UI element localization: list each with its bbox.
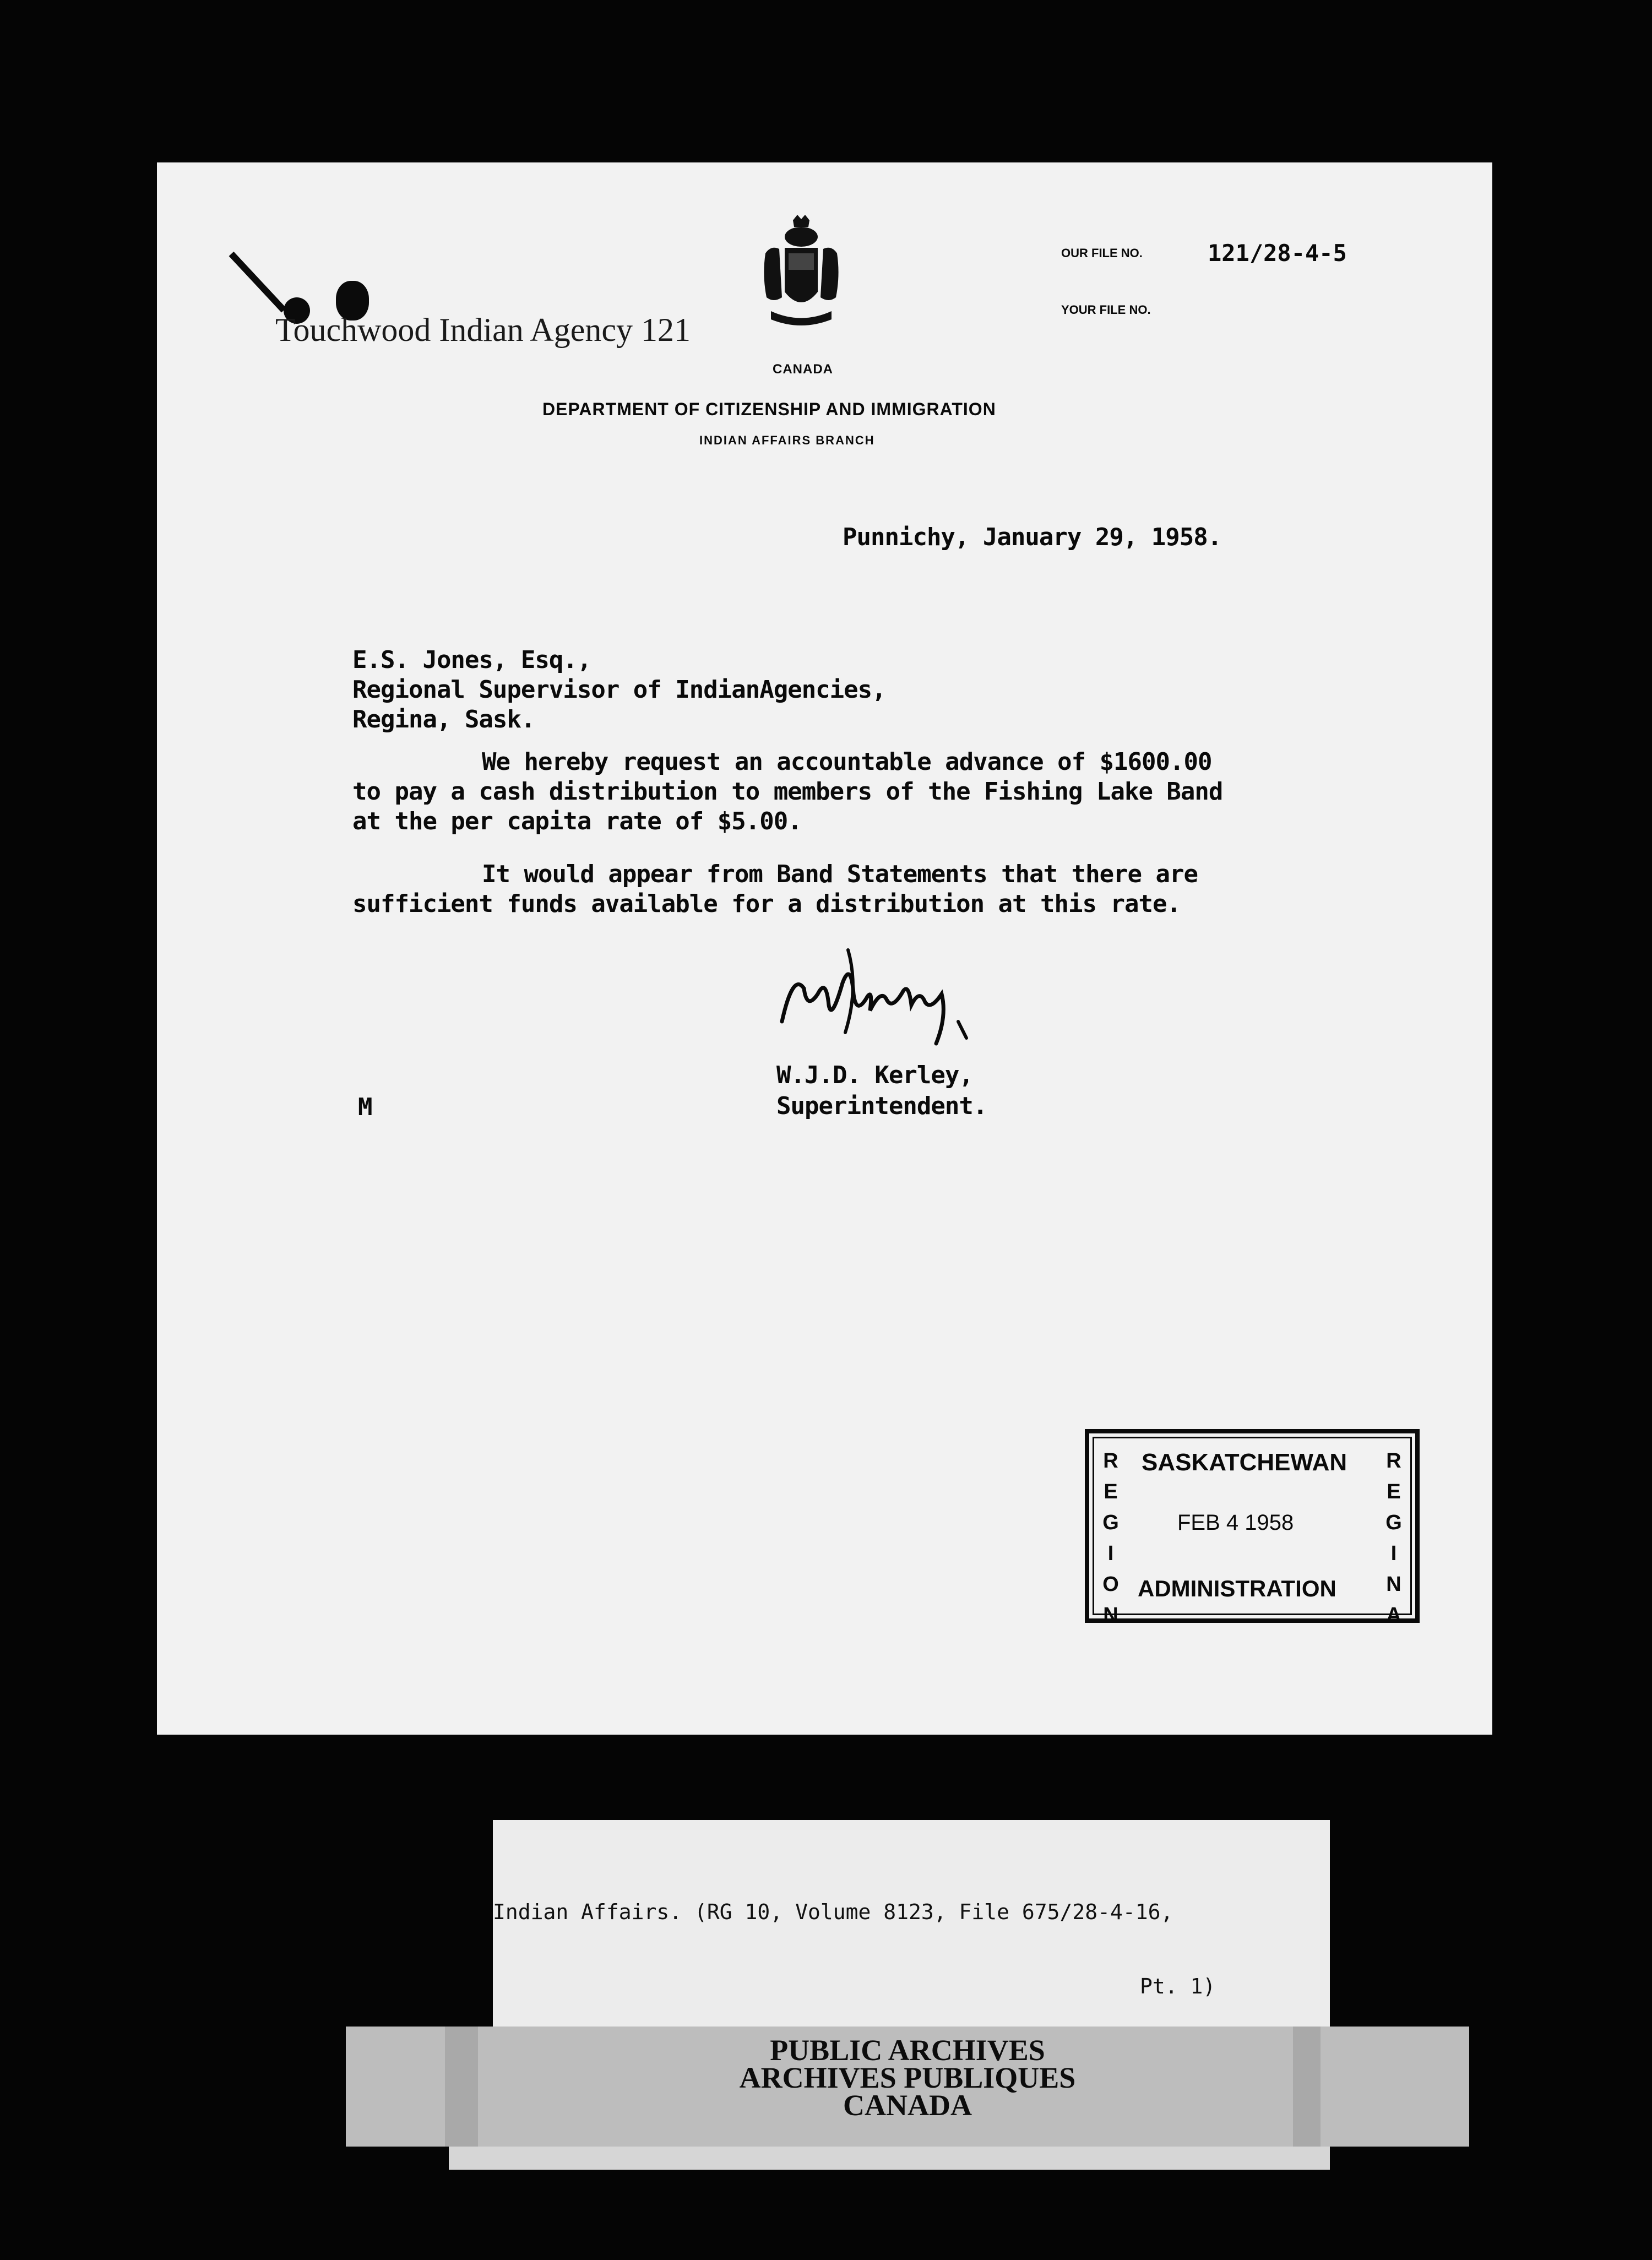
stamp-vertical-left [1101,1446,1120,1631]
signer-name: W.J.D. Kerley, [776,1061,973,1089]
country-label: CANADA [773,362,833,377]
signer-title: Superintendent. [776,1092,987,1120]
stamp-letter: A [1386,1604,1401,1627]
stamp-date: FEB 4 1958 [1177,1511,1294,1535]
reference-card [493,1820,1330,2040]
body-line: to pay a cash distribution to members of the Fishing Lake Band [352,778,1223,806]
stamp-region: SASKATCHEWAN [1142,1449,1347,1476]
archive-line: ARCHIVES PUBLIQUES [739,2061,1076,2094]
reference-line: Pt. 1) [1140,1974,1216,1998]
stamp-letter: E [1104,1480,1118,1503]
body-line: We hereby request an accountable advance of $1600.00 [482,748,1212,776]
stamp-letter: N [1103,1604,1118,1627]
stamp-letter: G [1385,1511,1402,1534]
address-line: Regional Supervisor of IndianAgencies, [352,676,886,704]
department-name: DEPARTMENT OF CITIZENSHIP AND IMMIGRATION [542,399,996,419]
canada-coat-of-arms-icon [760,215,843,333]
body-line: It would appear from Band Statements that there are [482,860,1198,888]
agency-stamp: Touchwood Indian Agency 121 [275,312,691,348]
stamp-vertical-right [1384,1446,1403,1631]
letter-page [157,162,1492,1735]
your-file-label: YOUR FILE NO. [1061,303,1151,317]
margin-mark: M [358,1093,372,1121]
stamp-letter: I [1107,1542,1114,1565]
stamp-letter: E [1387,1480,1401,1503]
our-file-number: 121/28-4-5 [1208,240,1347,267]
body-line: sufficient funds available for a distribution at this rate. [352,890,1181,918]
stamp-letter: R [1386,1449,1401,1473]
stamp-letter: R [1103,1449,1118,1473]
archive-line: PUBLIC ARCHIVES [770,2034,1045,2067]
address-line: E.S. Jones, Esq., [352,646,591,674]
archive-label [346,2027,1469,2147]
label-edge [449,2147,1330,2170]
our-file-label: OUR FILE NO. [1061,246,1143,260]
stamp-office: ADMINISTRATION [1138,1576,1336,1601]
archive-line: CANADA [843,2089,972,2122]
reference-line: Indian Affairs. (RG 10, Volume 8123, File 675/28-4-16, [493,1900,1173,1924]
archive-label-text [346,2034,1469,2122]
stamp-letter: O [1102,1573,1119,1596]
ink-stroke [229,252,286,313]
stamp-letter: I [1390,1542,1397,1565]
address-line: Regina, Sask. [352,705,535,734]
received-stamp [1085,1429,1420,1627]
stamp-letter: G [1102,1511,1119,1534]
branch-name: INDIAN AFFAIRS BRANCH [699,433,875,447]
stamp-letter: N [1386,1573,1401,1596]
body-line: at the per capita rate of $5.00. [352,807,802,835]
dateline: Punnichy, January 29, 1958. [843,523,1222,551]
handwritten-signature [776,939,975,1055]
